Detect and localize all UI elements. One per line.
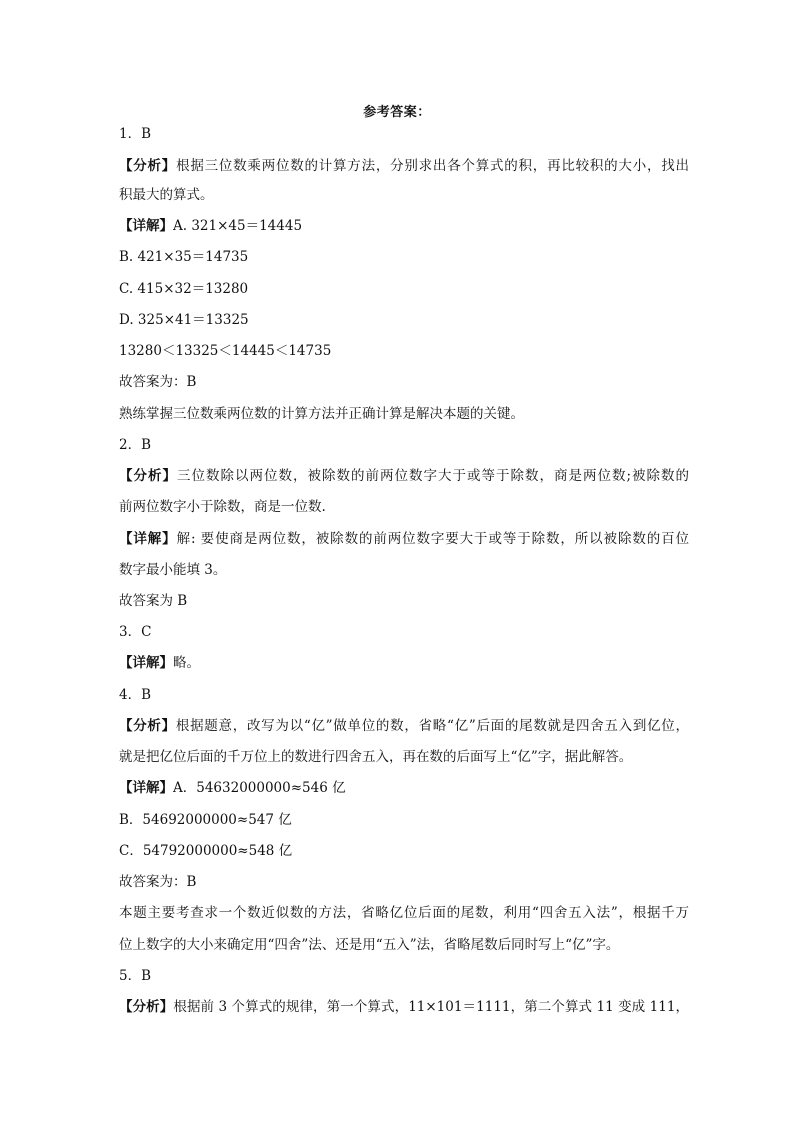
- q3-detail-text: 略。: [173, 655, 200, 671]
- q1-analysis-line2: 积最大的算式。: [119, 187, 214, 203]
- analysis-tag: 【分析】: [119, 718, 176, 734]
- q3-detail: [119, 654, 689, 672]
- q4-final-answer: 故答案为：B: [119, 874, 197, 890]
- q2-detail-line2: 数字最小能填 3。: [119, 562, 227, 578]
- q4-detail-b: B．54692000000≈547 亿: [119, 812, 292, 828]
- q1-final-answer: 故答案为：B: [119, 374, 197, 390]
- q2-analysis-line1: [119, 467, 689, 485]
- detail-tag: 【详解】: [119, 218, 173, 234]
- q4-analysis-text: 根据题意，改写为以“亿”做单位的数，省略“亿”后面的尾数就是四舍五入到亿位，: [175, 718, 689, 734]
- q4-summary-line2: 位上数字的大小来确定用“四舍”法、还是用“五入”法，省略尾数后同时写上“亿”字。: [119, 937, 620, 953]
- analysis-tag: 【分析】: [119, 468, 177, 484]
- q2-detail-text: 解: 要使商是两位数，被除数的前两位数字要大于或等于除数，所以被除数的百位: [176, 531, 689, 547]
- q1-detail-a: [119, 217, 689, 235]
- q1-heading: 1．B: [119, 126, 152, 142]
- q1-detail-d: D. 325×41＝13325: [119, 312, 249, 328]
- q2-heading: 2．B: [119, 437, 152, 453]
- q4-analysis-line1: [119, 717, 689, 735]
- analysis-tag: 【分析】: [119, 158, 177, 174]
- q4-summary-line1: 本题主要考查求一个数近似数的方法，省略亿位后面的尾数，利用“四舍五入法”，根据千万: [119, 905, 689, 921]
- q4-detail-c: C．54792000000≈548 亿: [119, 843, 293, 859]
- q1-compare: 13280＜13325＜14445＜14735: [119, 343, 332, 359]
- q5-analysis-text: 根据前 3 个算式的规律，第一个算式，11×101＝1111，第二个算式 11 变成 111，: [173, 999, 689, 1015]
- analysis-tag: 【分析】: [119, 999, 174, 1015]
- q5-analysis-line1: [119, 998, 689, 1016]
- q2-detail-line1: [119, 530, 689, 548]
- q4-heading: 4．B: [119, 687, 152, 703]
- detail-tag: 【详解】: [119, 655, 173, 671]
- q1-analysis-text: 根据三位数乘两位数的计算方法，分别求出各个算式的积，再比较积的大小，找出: [176, 158, 689, 174]
- q1-detail-b: B. 421×35＝14735: [119, 249, 249, 265]
- q1-summary: 熟练掌握三位数乘两位数的计算方法并正确计算是解决本题的关键。: [119, 406, 524, 422]
- q1-detail-a-text: A. 321×45＝14445: [173, 218, 303, 234]
- detail-tag: 【详解】: [119, 780, 173, 796]
- q1-detail-c: C. 415×32＝13280: [119, 281, 249, 297]
- q4-detail-a-text: A．54632000000≈546 亿: [173, 780, 346, 796]
- q5-heading: 5．B: [119, 968, 152, 984]
- q4-detail-a: [119, 779, 689, 797]
- page-title: 参考答案：: [363, 105, 431, 120]
- q2-analysis-line2: 前两位数字小于除数，商是一位数.: [119, 499, 326, 515]
- q2-analysis-text: 三位数除以两位数，被除数的前两位数字大于或等于除数，商是两位数;被除数的: [177, 468, 689, 484]
- q2-final-answer: 故答案为 B: [119, 593, 188, 609]
- q1-analysis-line1: [119, 157, 689, 175]
- detail-tag: 【详解】: [119, 531, 177, 547]
- q3-heading: 3．C: [119, 624, 152, 640]
- q4-analysis-line2: 就是把亿位后面的千万位上的数进行四舍五入，再在数的后面写上“亿”字，据此解答。: [119, 749, 633, 765]
